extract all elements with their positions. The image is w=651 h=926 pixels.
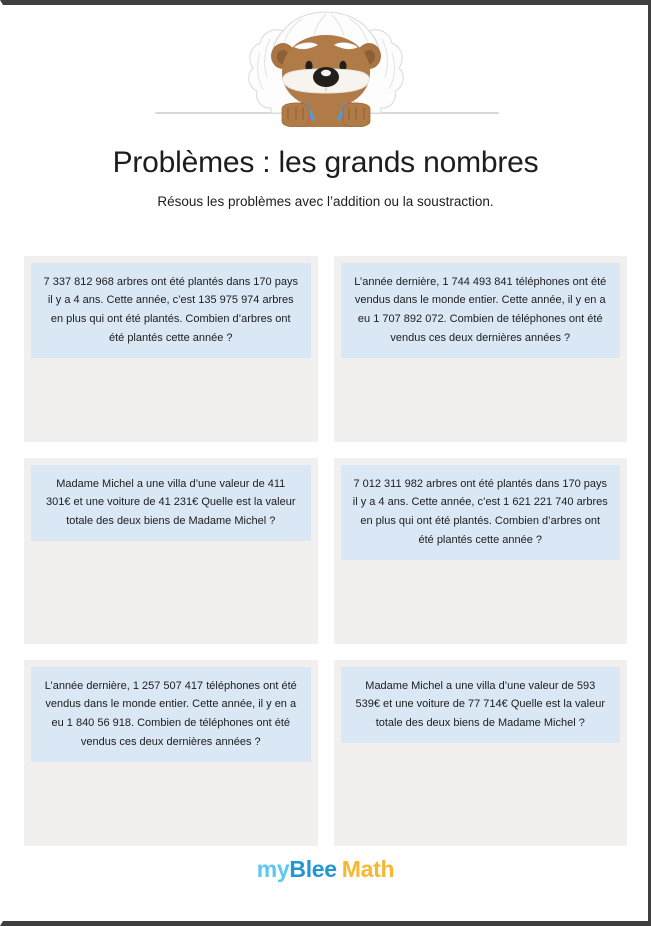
myblee-math-logo <box>257 856 395 883</box>
problem-statement-3: Madame Michel a une villa d’une valeur de 411 301€ et une voiture de 41 231€ Quelle est la valeur totale des deux biens de Madame Michel ? <box>31 465 311 542</box>
problem-grid <box>3 256 648 846</box>
logo-blee-text: Blee <box>289 856 337 882</box>
problem-card-5 <box>24 660 318 846</box>
answer-area-2[interactable] <box>341 358 621 434</box>
problem-card-3 <box>24 458 318 644</box>
answer-area-6[interactable] <box>341 743 621 838</box>
logo-my-text: my <box>256 856 290 882</box>
answer-area-3[interactable] <box>31 541 311 636</box>
answer-area-1[interactable] <box>31 358 311 434</box>
problem-statement-6: Madame Michel a une villa d’une valeur de 593 539€ et une voiture de 77 714€ Quelle est la valeur totale des deux biens de Madame Michel ? <box>341 667 621 744</box>
problem-card-1 <box>24 256 318 442</box>
problem-card-4 <box>334 458 628 644</box>
logo-math-text: Math <box>341 856 395 882</box>
answer-area-4[interactable] <box>341 560 621 636</box>
page-subtitle: Résous les problèmes avec l’addition ou la soustraction. <box>157 194 494 209</box>
answer-area-5[interactable] <box>31 762 311 838</box>
page-title: Problèmes : les grands nombres <box>112 146 539 179</box>
problem-card-6 <box>334 660 628 846</box>
title-block <box>3 127 648 211</box>
problem-statement-4: 7 012 311 982 arbres ont été plantés dans 170 pays il y a 4 ans. Cette année, c’est 1 621 221 740 arbres en plus qui ont été plantés. Combien d’arbres ont été plantés cette année ? <box>341 465 621 561</box>
page-header <box>3 5 648 127</box>
problem-statement-1: 7 337 812 968 arbres ont été plantés dans 170 pays il y a 4 ans. Cette année, c’est 135 975 974 arbres en plus qui ont été plantés. Combien d’arbres ont été plantés cette année ? <box>31 263 311 359</box>
lion-mascot-icon <box>242 9 410 127</box>
problem-card-2 <box>334 256 628 442</box>
problem-statement-5: L’année dernière, 1 257 507 417 téléphones ont été vendus dans le monde entier. Cette année, il y en a eu 1 840 56 918. Combien de téléphones ont été vendus ces deux dernières années ? <box>31 667 311 763</box>
problem-statement-2: L’année dernière, 1 744 493 841 téléphones ont été vendus dans le monde entier. Cette année, il y en a eu 1 707 892 072. Combien de téléphones ont été vendus ces deux dernières années ? <box>341 263 621 359</box>
page-footer <box>3 856 648 883</box>
